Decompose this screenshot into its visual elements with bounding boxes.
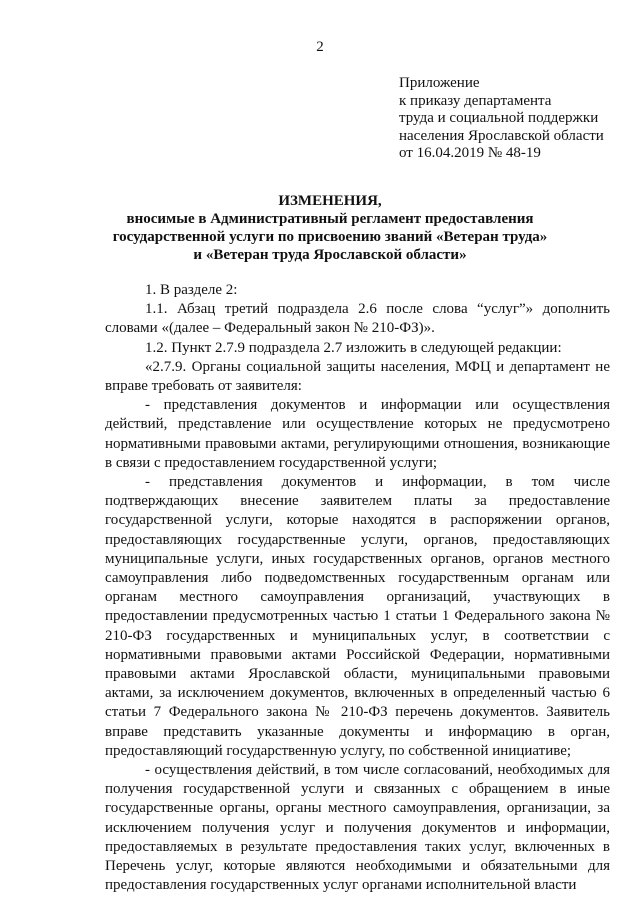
paragraph: - представления документов и информации, в том числе подтверждающих внесение заявителем платы за предоставление государственной услуги, которые находятся в распоряжении органов, предоставляющих государственные услуги, органов, предоставляющих муниципальные услуги, иных государственных органов, органов местного самоуправления либо подведомственных государственным органам или органам местного самоуправления организаций, участвующих в предоставлении предусмотренных частью 1 статьи 1 Федерального закона № 210-ФЗ государственных и муниципальных услуг, в соответствии с нормативными правовыми актами Российской Федерации, нормативными правовыми актами Ярославской области, муниципальными правовыми актами, за исключением документов, включенных в определенный частью 6 статьи 7 Федерального закона № 210-ФЗ перечень документов. Заявитель вправе представить указанные документы и информацию в орган, предоставляющий государственную услугу, по собственной инициативе; [105,474,610,759]
appendix-line: труда и социальной поддержки [399,110,599,126]
heading-line: государственной услуги по присвоению званий «Ветеран труда» [112,229,548,245]
heading-title: ИЗМЕНЕНИЯ, [278,193,382,209]
document-body [105,281,610,896]
appendix-line: населения Ярославской области [399,127,604,144]
document-heading [40,192,620,264]
paragraph: «2.7.9. Органы социальной защиты населения, МФЦ и департамент не вправе требовать от заявителя: [105,358,610,395]
paragraph: - представления документов и информации или осуществления действий, представление или осуществление которых не предусмотрено нормативными правовыми актами, регулирующими отношения, возникающие в связи с предоставлением государственной услуги; [105,397,610,471]
appendix-block [399,75,635,163]
appendix-line: Приложение [399,75,480,91]
paragraph: - осуществления действий, в том числе согласований, необходимых для получения государственной услуги и связанных с обращением в иные государственные органы, органы местного самоуправления, организации, за исключением получения услуг и получения документов и информации, предоставляемых в результате предоставления таких услуг, включенных в Перечень услуг, которые являются необходимыми и обязательными для предоставления государственных услуг органами исполнительной власти [105,762,610,894]
appendix-line: к приказу департамента [399,92,552,109]
paragraph: 1.2. Пункт 2.7.9 подраздела 2.7 изложить в следующей редакции: [145,339,562,356]
paragraph: 1.1. Абзац третий подраздела 2.6 после слова “услуг”» дополнить словами «(далее – Федеральный закон № 210-ФЗ)». [105,301,610,337]
paragraph: 1. В разделе 2: [145,282,238,298]
page-number: 2 [316,39,324,55]
heading-line: вносимые в Административный регламент предоставления [126,211,534,227]
appendix-line: от 16.04.2019 № 48-19 [399,145,541,161]
heading-line: и «Ветеран труда Ярославской области» [193,247,467,263]
